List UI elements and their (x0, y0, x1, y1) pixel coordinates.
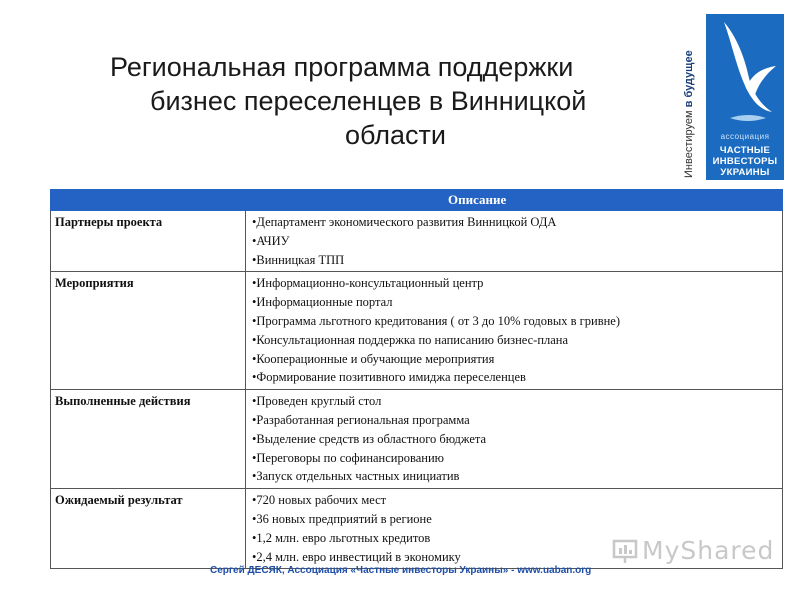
slide-title-line-1: Региональная программа поддержки (110, 52, 574, 82)
association-logo (706, 14, 784, 180)
program-table (50, 189, 783, 569)
logo-slogan-accent: в будущее (683, 50, 695, 108)
table-row (51, 390, 783, 489)
list-item: • 2,4 млн. евро инвестиций в экономику (252, 548, 778, 567)
list-item: • АЧИУ (252, 232, 778, 251)
row-category: Мероприятия (51, 272, 246, 390)
list-item: • 36 новых предприятий в регионе (252, 510, 778, 529)
list-item: • Информационные портал (252, 293, 778, 312)
list-item: • 720 новых рабочих мест (252, 491, 778, 510)
logo-name-line: ИНВЕСТОРЫ (712, 156, 778, 167)
row-items (246, 390, 783, 489)
logo-association-label: ассоциация (720, 132, 770, 141)
slide-title-line-3: области (345, 120, 446, 150)
list-item: • Формирование позитивного имиджа переселенцев (252, 368, 778, 387)
list-item: • Винницкая ТПП (252, 251, 778, 270)
row-category: Партнеры проекта (51, 211, 246, 272)
table-row (51, 211, 783, 272)
list-item: • Запуск отдельных частных инициатив (252, 467, 778, 486)
list-item: • Департамент экономического развития Винницкой ОДА (252, 213, 778, 232)
table-header-row (51, 190, 783, 211)
watermark-text: MyShared (642, 536, 775, 565)
logo-name-line: ЧАСТНЫЕ (719, 145, 771, 156)
list-item: • Разработанная региональная программа (252, 411, 778, 430)
row-category: Ожидаемый результат (51, 489, 246, 569)
footer-credit: Сергей ДЕСЯК, Ассоциация «Частные инвесторы Украины» - www.uaban.org (210, 565, 592, 576)
list-item: • Кооперационные и обучающие мероприятия (252, 350, 778, 369)
list-item: • Выделение средств из областного бюджета (252, 430, 778, 449)
presentation-icon (612, 538, 638, 564)
header-category-cell (51, 190, 246, 211)
swan-emblem-icon (706, 14, 784, 132)
slide-title-line-2: бизнес переселенцев в Винницкой (150, 86, 587, 116)
list-item: • 1,2 млн. евро льготных кредитов (252, 529, 778, 548)
row-items (246, 272, 783, 390)
logo-name (706, 145, 784, 178)
table-row (51, 272, 783, 390)
list-item: • Информационно-консультационный центр (252, 274, 778, 293)
logo-slogan-prefix: Инвестируем (683, 110, 695, 178)
header-description-cell: Описание (246, 190, 783, 211)
list-item: • Программа льготного кредитования ( от 3 до 10% годовых в гривне) (252, 312, 778, 331)
list-item: • Проведен круглый стол (252, 392, 778, 411)
row-items (246, 211, 783, 272)
logo-name-line: УКРАИНЫ (720, 167, 770, 178)
list-item: • Переговоры по софинансированию (252, 449, 778, 468)
row-category: Выполненные действия (51, 390, 246, 489)
slide-title (100, 50, 660, 152)
watermark (612, 532, 775, 572)
logo-slogan (683, 28, 703, 178)
list-item: • Консультационная поддержка по написанию бизнес-плана (252, 331, 778, 350)
